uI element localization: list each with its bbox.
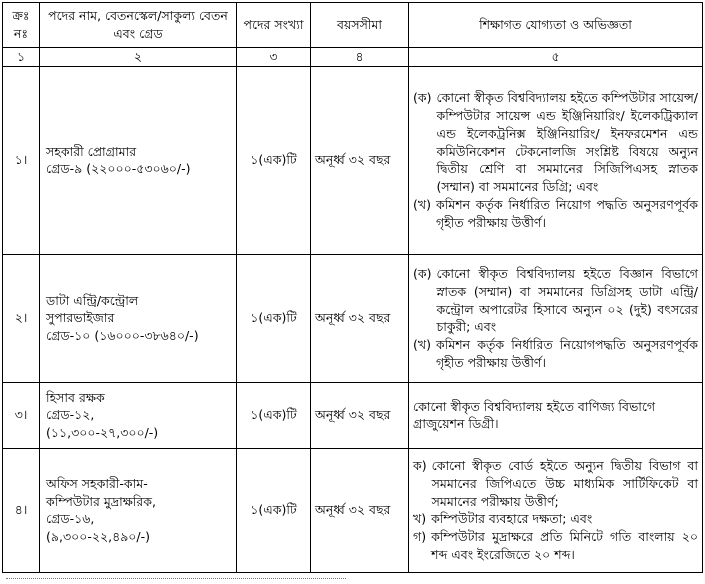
qualification-text: কোনো স্বীকৃত বিশ্ববিদ্যালয় হইতে কম্পিউটার সায়েন্স/ কম্পিউটার সায়েন্স এন্ড ইঞ্জিনিয়ারিং/ ইলেকট্রিক্যাল এন্ড ইলেকট্রনিক্স ইঞ্জিনিয়ারিং/ ইনফরমেশন এন্ড কমিউনিকেশন টেকনোলজি সংশ্লিষ্ট বিষয়ে অন্যুন দ্বিতীয় শ্রেণি বা সমমানের সিজিপিএসহ স্নাতক (সম্মান) বা সমমানের ডিগ্রি; এবং (436, 90, 698, 194)
post-line: গ্রেড-১২, (46, 407, 95, 423)
qualification-label: ক) (413, 458, 427, 473)
age-cell: অনূর্ধ্ব ৩২ বছর (311, 254, 409, 382)
qualification-label: (খ) (413, 337, 431, 352)
qualification-text: কম্পিউটার ব্যবহারে দক্ষতা; এবং (431, 511, 593, 527)
header-count: পদের সংখ্যা (237, 3, 311, 48)
serial-cell: ৩। (3, 382, 40, 448)
post-line: অফিস সহকারী-কাম- (46, 475, 148, 491)
qualification-item (413, 457, 698, 510)
column-number: ৩ (237, 48, 311, 67)
age-cell: অনূর্ধ্ব ৩২ বছর (311, 382, 409, 448)
qualification-text: কমিশন কর্তৃক নির্ধারিত নিয়োগপদ্ধতি অনুসরণপূর্বক গৃহীত পরীক্ষায় উত্তীর্ণ। (435, 337, 698, 370)
post-line: গ্রেড-৯ (২২০০০-৫৩০৬০/-) (46, 161, 191, 177)
qualification-item (413, 196, 698, 232)
qualification-item (413, 398, 698, 434)
qualification-text: কমিশন কর্তৃক নির্ধারিত নিয়োগ পদ্ধতি অনুসরণপূর্বক গৃহীত পরীক্ষায় উত্তীর্ণ। (435, 196, 698, 230)
qualification-item (413, 265, 698, 336)
table-body (3, 66, 703, 572)
qualification-label: (ক) (413, 266, 432, 281)
qualification-label: গ) (413, 529, 427, 544)
header-row (3, 3, 703, 48)
serial-cell: ২। (3, 254, 40, 382)
count-cell: ১(এক)টি (237, 66, 311, 254)
table-row (3, 448, 703, 572)
post-line: গ্রেড-১০ (১৬০০০-৩৮৬৪০/-) (46, 328, 199, 344)
qualification-label: (খ) (413, 196, 431, 212)
post-line: (১১,৩০০-২৭,৩০০/-) (46, 425, 159, 441)
post-line: হিসাব রক্ষক (46, 389, 105, 405)
post-cell (40, 66, 237, 254)
continued-text-fragment (0, 578, 705, 584)
qualification-text: কোনো স্বীকৃত বোর্ড হইতে অন্যুন দ্বিতীয় বিভাগ বা সমমানের জিপিএতে উচ্চ মাধ্যমিক সার্টিফিকেট বা সমমানের পরীক্ষায় উত্তীর্ণ; (431, 458, 698, 509)
qualification-text: কম্পিউটার মুদ্রাক্ষরে প্রতি মিনিটে গতি বাংলায় ২০ শব্দ এবং ইংরেজিতে ২০ শব্দ। (431, 529, 698, 562)
count-cell: ১(এক)টি (237, 382, 311, 448)
header-qualification: শিক্ষাগত যোগ্যতা ও অভিজ্ঞতা (409, 3, 703, 48)
column-number: ২ (40, 48, 237, 67)
post-cell (40, 448, 237, 572)
serial-cell: ৪। (3, 448, 40, 572)
qualification-item (413, 510, 698, 528)
qualification-label: খ) (413, 511, 427, 527)
table-row (3, 382, 703, 448)
serial-cell: ১। (3, 66, 40, 254)
count-cell: ১(এক)টি (237, 254, 311, 382)
qualification-item (413, 528, 698, 564)
qualification-cell (409, 66, 703, 254)
header-post: পদের নাম, বেতনস্কেল/সাকুল্য বেতন এবং গ্রেড (40, 3, 237, 48)
header-age: বয়সসীমা (311, 3, 409, 48)
header-serial: ক্রঃ নঃ (3, 3, 40, 48)
qualification-cell (409, 448, 703, 572)
age-cell: অনূর্ধ্ব ৩২ বছর (311, 448, 409, 572)
table-row (3, 66, 703, 254)
qualification-item (413, 89, 698, 196)
column-number-row (3, 48, 703, 67)
qualification-cell (409, 382, 703, 448)
table-row (3, 254, 703, 382)
qualification-cell (409, 254, 703, 382)
count-cell: ১(এক)টি (237, 448, 311, 572)
column-number: ৪ (311, 48, 409, 67)
age-cell: অনূর্ধ্ব ৩২ বছর (311, 66, 409, 254)
qualification-text: কোনো স্বীকৃত বিশ্ববিদ্যালয় হইতে বিজ্ঞান বিভাগে স্নাতক (সম্মান) বা সমমানের ডিগ্রিসহ ডাটা এন্ট্রি/কন্ট্রোল অপারেটর হিসাবে অন্যুন ০২ (দুই) বৎসরের চাকুরী; এবং (436, 266, 698, 335)
post-line: (৯,৩০০-২২,৪৯০/-) (46, 529, 151, 544)
post-line: ডাটা এন্ট্রি/কন্ট্রোল (46, 292, 139, 308)
post-cell (40, 382, 237, 448)
column-number: ৫ (409, 48, 703, 67)
qualification-item (413, 336, 698, 372)
qualification-text: কোনো স্বীকৃত বিশ্ববিদ্যালয় হইতে বাণিজ্য বিভাগে গ্রাজুয়েশন ডিগ্রী। (413, 398, 656, 432)
recruitment-table (2, 2, 703, 573)
post-cell (40, 254, 237, 382)
column-number: ১ (3, 48, 40, 67)
qualification-label: (ক) (413, 90, 432, 106)
post-line: গ্রেড-১৬, (46, 511, 95, 527)
post-line: কম্পিউটার মুদ্রাক্ষরিক, (46, 493, 156, 509)
post-line: সুপারভাইজার (46, 310, 115, 326)
post-line: সহকারী প্রোগ্রামার (46, 143, 137, 159)
